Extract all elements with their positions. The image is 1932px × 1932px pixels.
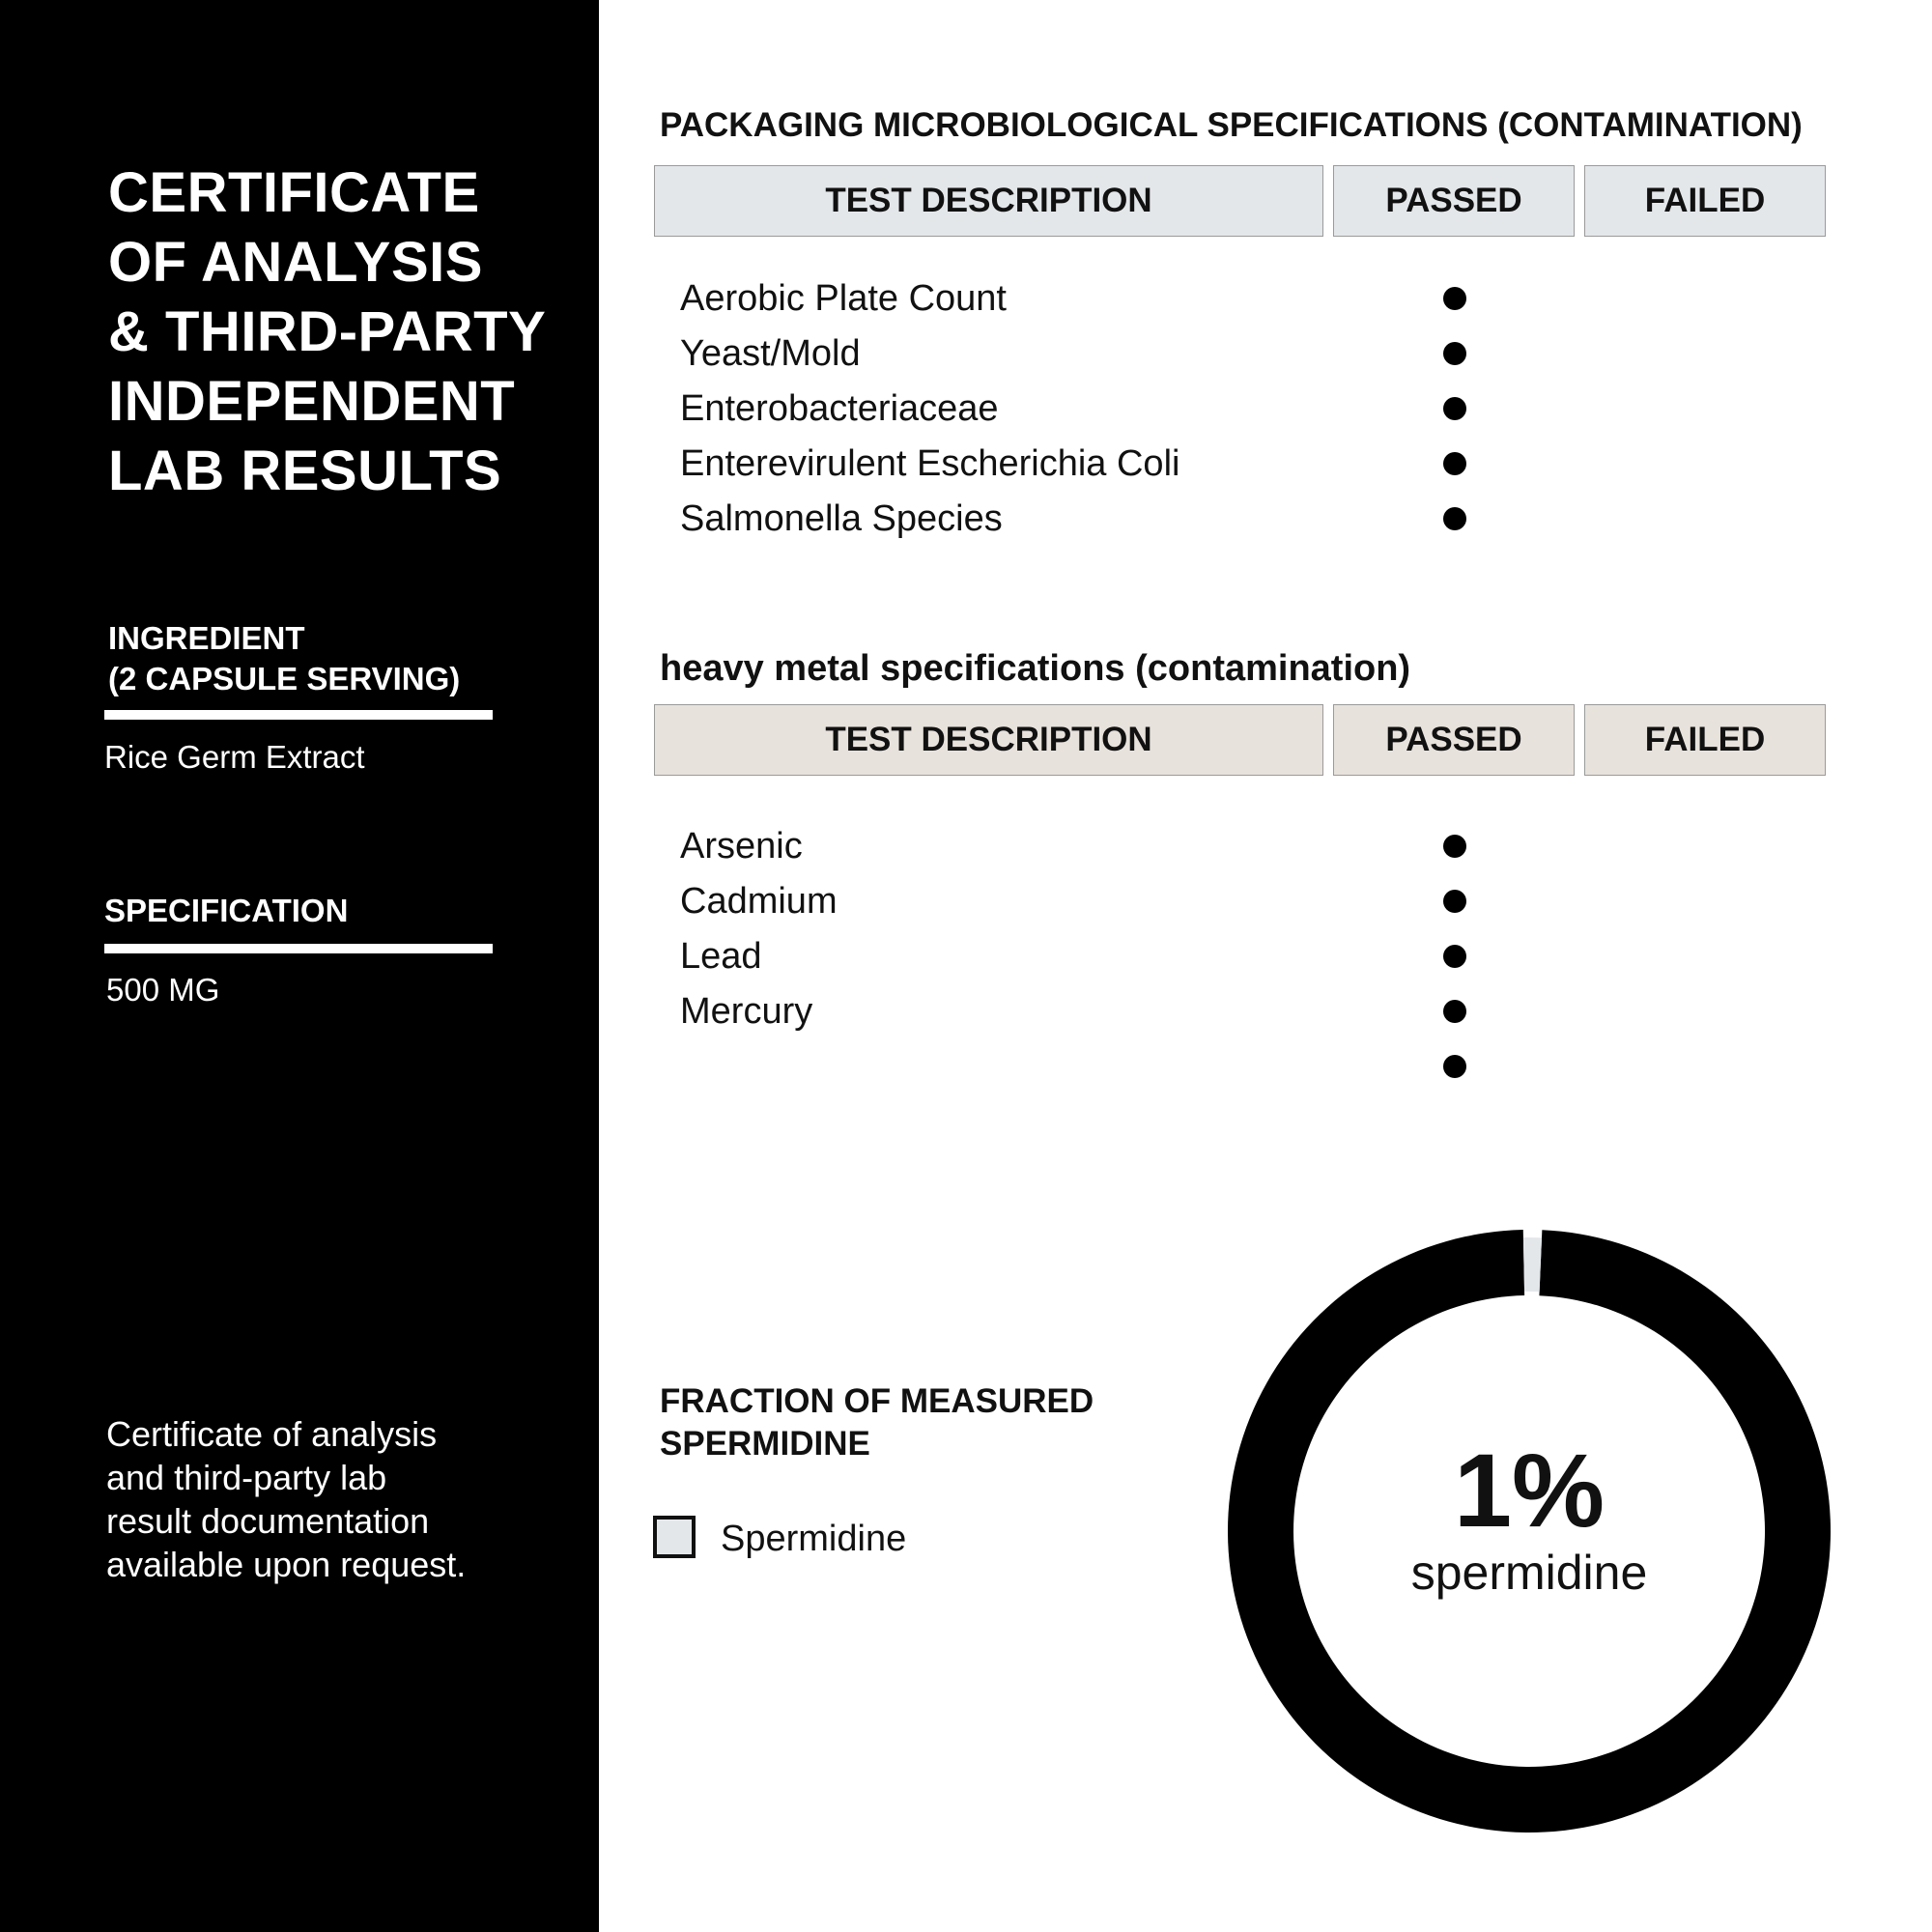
ingredient-label bbox=[108, 618, 460, 699]
micro-section-title: PACKAGING MICROBIOLOGICAL SPECIFICATIONS (CONTAMINATION) bbox=[660, 106, 1803, 144]
heavy-metal-section-title: heavy metal specifications (contamination) bbox=[660, 648, 1411, 689]
ingredient-label-line: (2 CAPSULE SERVING) bbox=[108, 661, 461, 696]
availability-note bbox=[106, 1412, 531, 1586]
table-row bbox=[680, 874, 1820, 929]
donut-caption: spermidine bbox=[1410, 1546, 1648, 1600]
table-row bbox=[680, 1039, 1820, 1094]
row-label: Yeast/Mold bbox=[680, 333, 861, 374]
fraction-title bbox=[660, 1380, 1162, 1465]
passed-dot-icon bbox=[1443, 890, 1466, 913]
row-label: Enterevirulent Escherichia Coli bbox=[680, 443, 1180, 484]
table-row bbox=[680, 382, 1820, 437]
header-test-description: TEST DESCRIPTION bbox=[654, 165, 1323, 237]
passed-dot-icon bbox=[1443, 452, 1466, 475]
table-row bbox=[680, 492, 1820, 547]
row-label: Aerobic Plate Count bbox=[680, 278, 1007, 319]
heavy-metal-table-header bbox=[654, 704, 1826, 778]
specification-value: 500 MG bbox=[106, 972, 220, 1008]
table-row bbox=[680, 984, 1820, 1039]
row-label: Cadmium bbox=[680, 881, 838, 922]
passed-dot-icon bbox=[1443, 507, 1466, 530]
row-label: Salmonella Species bbox=[680, 498, 1003, 539]
spermidine-slice bbox=[1523, 1237, 1542, 1292]
passed-dot-icon bbox=[1443, 287, 1466, 310]
table-row bbox=[680, 327, 1820, 382]
donut-value: 1% bbox=[1453, 1432, 1605, 1548]
title-line: LAB RESULTS bbox=[108, 440, 502, 502]
note-line: result documentation bbox=[106, 1501, 430, 1541]
note-line: available upon request. bbox=[106, 1545, 467, 1584]
micro-table-header bbox=[654, 165, 1826, 239]
passed-dot-icon bbox=[1443, 1055, 1466, 1078]
passed-dot-icon bbox=[1443, 342, 1466, 365]
legend-swatch bbox=[653, 1516, 696, 1558]
legend-label: Spermidine bbox=[721, 1519, 907, 1559]
header-failed: FAILED bbox=[1584, 704, 1826, 776]
divider bbox=[104, 944, 493, 953]
donut-chart bbox=[1225, 1227, 1833, 1835]
passed-dot-icon bbox=[1443, 1000, 1466, 1023]
title-line: INDEPENDENT bbox=[108, 370, 516, 433]
table-row bbox=[680, 929, 1820, 984]
fraction-title-line: FRACTION OF MEASURED bbox=[660, 1382, 1094, 1420]
passed-dot-icon bbox=[1443, 835, 1466, 858]
row-label: Lead bbox=[680, 936, 762, 977]
specification-label: SPECIFICATION bbox=[104, 893, 349, 928]
title-line: OF ANALYSIS bbox=[108, 231, 483, 294]
passed-dot-icon bbox=[1443, 945, 1466, 968]
note-line: and third-party lab bbox=[106, 1458, 387, 1497]
title-line: CERTIFICATE bbox=[108, 161, 480, 224]
passed-dot-icon bbox=[1443, 397, 1466, 420]
header-passed: PASSED bbox=[1333, 704, 1575, 776]
title-line: & THIRD-PARTY bbox=[108, 300, 547, 363]
row-label: Enterobacteriaceae bbox=[680, 388, 999, 429]
ingredient-value: Rice Germ Extract bbox=[104, 739, 365, 775]
table-row bbox=[680, 819, 1820, 874]
note-line: Certificate of analysis bbox=[106, 1414, 438, 1454]
divider bbox=[104, 710, 493, 720]
sidebar bbox=[0, 0, 599, 1932]
header-failed: FAILED bbox=[1584, 165, 1826, 237]
table-row bbox=[680, 437, 1820, 492]
page-title bbox=[108, 158, 591, 506]
header-passed: PASSED bbox=[1333, 165, 1575, 237]
row-label: Mercury bbox=[680, 991, 813, 1032]
fraction-title-line: SPERMIDINE bbox=[660, 1425, 870, 1463]
row-label: Arsenic bbox=[680, 826, 803, 867]
table-row bbox=[680, 271, 1820, 327]
header-test-description: TEST DESCRIPTION bbox=[654, 704, 1323, 776]
ingredient-label-line: INGREDIENT bbox=[108, 620, 305, 656]
